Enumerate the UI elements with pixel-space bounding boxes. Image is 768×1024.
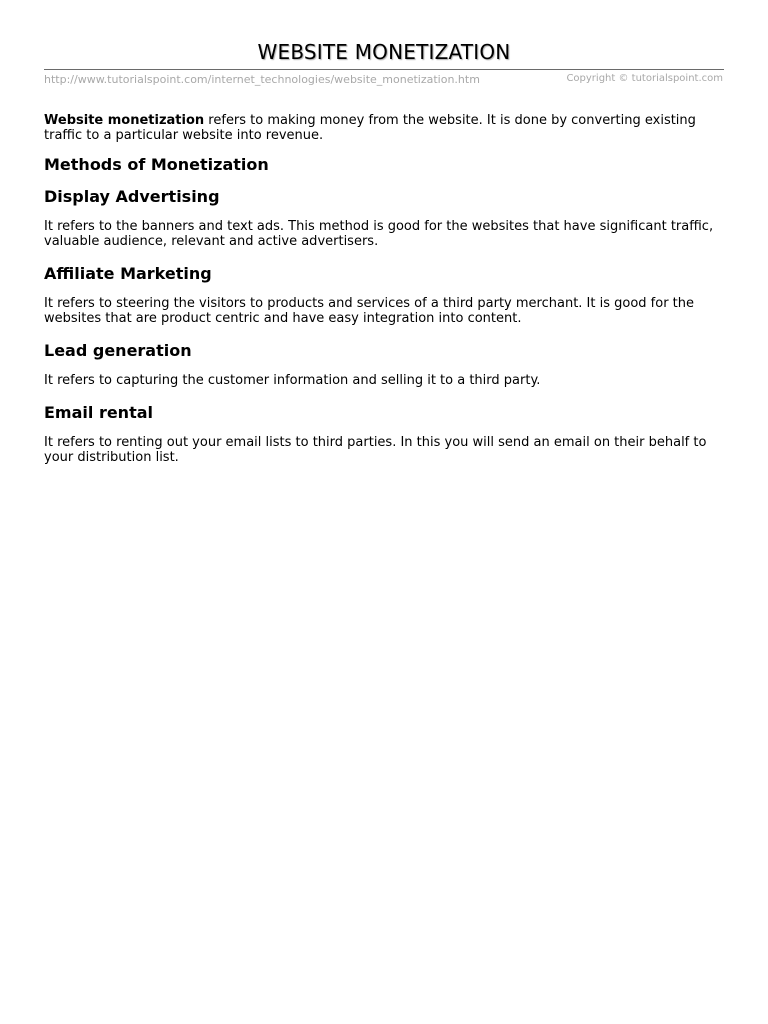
- section-text-display-advertising: It refers to the banners and text ads. This method is good for the websites that have significant traffic, valuable audience, relevant and active advertisers.: [44, 219, 714, 249]
- intro-paragraph: [44, 113, 728, 143]
- section-text-email-rental: It refers to renting out your email lists to third parties. In this you will send an email on their behalf to your distribution list.: [44, 435, 707, 465]
- section-text-affiliate-marketing: It refers to steering the visitors to products and services of a third party merchant. It is good for the websites that are product centric and have easy integration into content.: [44, 296, 695, 326]
- section-heading-email-rental: Email rental: [44, 403, 153, 422]
- header-divider: [44, 69, 724, 70]
- copyright-notice: Copyright © tutorialspoint.com: [566, 73, 723, 84]
- source-url: http://www.tutorialspoint.com/internet_technologies/website_monetization.htm: [44, 73, 480, 86]
- methods-heading: Methods of Monetization: [44, 155, 269, 174]
- section-heading-display-advertising: Display Advertising: [44, 187, 220, 206]
- section-text-lead-generation: It refers to capturing the customer information and selling it to a third party.: [44, 373, 541, 388]
- page-title: WEBSITE MONETIZATION: [257, 40, 511, 64]
- article-body: [44, 113, 728, 480]
- section-heading-affiliate-marketing: Affiliate Marketing: [44, 264, 212, 283]
- intro-text: refers to making money from the website. It is done by converting existing traffic to a particular website into revenue.: [44, 113, 696, 143]
- section-heading-lead-generation: Lead generation: [44, 341, 192, 360]
- intro-term: Website monetization: [44, 113, 205, 128]
